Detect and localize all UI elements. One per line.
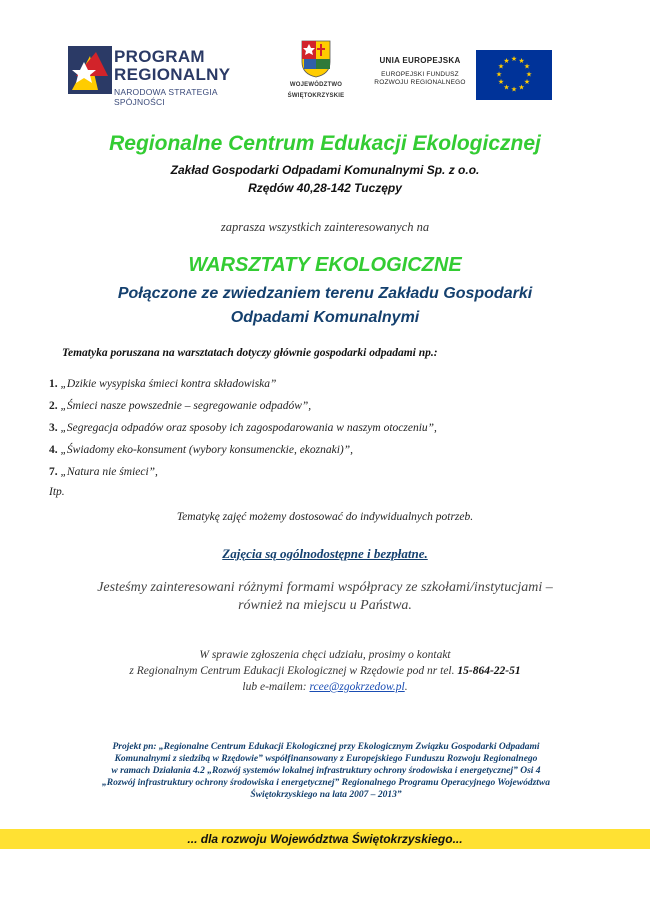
program-regionalny-mark-icon xyxy=(68,46,112,94)
project-note-line-5: Świętokrzyskiego na lata 2007 – 2013” xyxy=(250,790,402,800)
contact-line-1: W sprawie zgłoszenia chęci udziału, prosimy o kontakt xyxy=(199,649,451,661)
program-logo-line-3: NARODOWA STRATEGIA SPÓJNOŚCI xyxy=(114,87,218,107)
contact-email-prefix: lub e-mailem: xyxy=(242,681,307,693)
eu-flag-icon xyxy=(476,50,552,100)
cooperation-line-1: Jesteśmy zainteresowani różnymi formami współpracy ze szkołami/instytucjami – xyxy=(97,580,553,595)
topic-number: 1. xyxy=(49,378,58,390)
topic-item xyxy=(49,439,437,461)
topics-heading: Tematyka poruszana na warsztatach dotyczy głównie gospodarki odpadami np.: xyxy=(62,347,438,359)
topic-number: 7. xyxy=(49,466,58,478)
region-logo-line-1: WOJEWÓDZTWO xyxy=(289,82,343,88)
project-note-line-4: „Rozwój infrastruktury ochrony środowiska i energetycznej” Regionalnego Programu Operacyjnego Województwa xyxy=(101,778,551,788)
svg-text:★: ★ xyxy=(497,78,505,86)
program-logo-line-1: PROGRAM xyxy=(114,47,205,66)
workshop-subtitle-line-1: Połączone ze zwiedzaniem terenu Zakładu Gospodarki xyxy=(117,285,533,302)
eu-logo-line-2: EUROPEJSKI FUNDUSZ xyxy=(381,71,459,78)
eu-logo-line-1: UNIA EUROPEJSKA xyxy=(379,56,461,65)
invitation-text: zaprasza wszystkich zainteresowanych na xyxy=(220,220,430,234)
topic-text: „Świadomy eko-konsument (wybory konsumenckie, ekoznaki)”, xyxy=(60,444,354,456)
svg-text:★: ★ xyxy=(510,85,518,94)
project-funding-note xyxy=(62,741,590,801)
eu-logo xyxy=(364,48,554,104)
svg-text:★: ★ xyxy=(523,78,531,86)
topic-number: 2. xyxy=(49,400,58,412)
topic-item xyxy=(49,461,437,483)
topic-number: 3. xyxy=(49,422,58,434)
logo-strip xyxy=(0,40,650,112)
topic-text: „Śmieci nasze powszednie – segregowanie odpadów”, xyxy=(60,400,312,412)
contact-line-2 xyxy=(0,665,650,677)
swietokrzyskie-logo xyxy=(286,40,346,112)
svg-text:★: ★ xyxy=(525,70,533,79)
svg-text:★: ★ xyxy=(510,55,518,63)
contact-line-2-text: z Regionalnym Centrum Edukacji Ekologicznej w Rzędowie pod nr tel. xyxy=(129,665,455,677)
svg-text:★: ★ xyxy=(518,83,525,92)
contact-line-3 xyxy=(0,681,650,693)
region-logo-line-2: ŚWIĘTOKRZYSKIE xyxy=(287,93,345,99)
workshop-title: WARSZTATY EKOLOGICZNE xyxy=(188,254,462,276)
coat-of-arms-icon xyxy=(301,40,331,78)
organization-name: Zakład Gospodarki Odpadami Komunalnymi Sp. z o.o. xyxy=(170,163,480,177)
topics-list xyxy=(49,373,437,483)
svg-text:★: ★ xyxy=(523,62,531,71)
topic-text: „Dzikie wysypiska śmieci kontra składowiska” xyxy=(60,378,277,390)
topic-text: „Segregacja odpadów oraz sposoby ich zagospodarowania w naszym otoczeniu”, xyxy=(60,422,437,434)
project-note-line-2: Komunalnymi z siedzibą w Rzędowie” współfinansowany z Europejskiego Funduszu Rozwoju Regionalnego xyxy=(114,754,538,764)
program-logo-line-2: REGIONALNY xyxy=(114,65,231,84)
svg-text:★: ★ xyxy=(503,57,510,65)
svg-text:★: ★ xyxy=(497,62,505,71)
topic-text: „Natura nie śmieci”, xyxy=(60,466,158,478)
topic-item xyxy=(49,395,437,417)
workshop-subtitle-line-2: Odpadami Komunalnymi xyxy=(230,309,420,326)
eu-logo-line-3: ROZWOJU REGIONALNEGO xyxy=(374,79,466,86)
svg-text:★: ★ xyxy=(495,70,503,79)
organization-address: Rzędów 40,28-142 Tuczępy xyxy=(248,181,402,195)
footer-band xyxy=(0,829,650,849)
topics-adapt-note: Tematykę zajęć możemy dostosować do indywidualnych potrzeb. xyxy=(176,511,474,523)
free-admission-note: Zajęcia są ogólnodostępne i bezpłatne. xyxy=(222,546,428,561)
topics-etc: Itp. xyxy=(49,486,65,498)
topic-item xyxy=(49,373,437,395)
footer-slogan: ... dla rozwoju Województwa Świętokrzyskiego... xyxy=(187,832,463,846)
svg-text:★: ★ xyxy=(518,57,525,65)
topic-item xyxy=(49,417,437,439)
cooperation-line-2: również na miejscu u Państwa. xyxy=(238,598,412,613)
project-note-line-3: w ramach Działania 4.2 „Rozwój systemów lokalnej infrastruktury ochrony środowiska i energetycznej” Osi 4 xyxy=(111,766,541,776)
contact-phone: 15-864-22-51 xyxy=(457,665,521,677)
contact-email-suffix: . xyxy=(404,681,408,693)
svg-text:★: ★ xyxy=(503,83,510,92)
program-regionalny-logo xyxy=(68,44,268,107)
contact-email-link[interactable]: rcee@zgokrzedow.pl xyxy=(309,681,405,693)
project-note-line-1: Projekt pn: „Regionalne Centrum Edukacji Ekologicznej przy Ekologicznym Związku Gospodarki Odpadami xyxy=(112,742,540,752)
page-title: Regionalne Centrum Edukacji Ekologicznej xyxy=(109,132,541,155)
topic-number: 4. xyxy=(49,444,58,456)
